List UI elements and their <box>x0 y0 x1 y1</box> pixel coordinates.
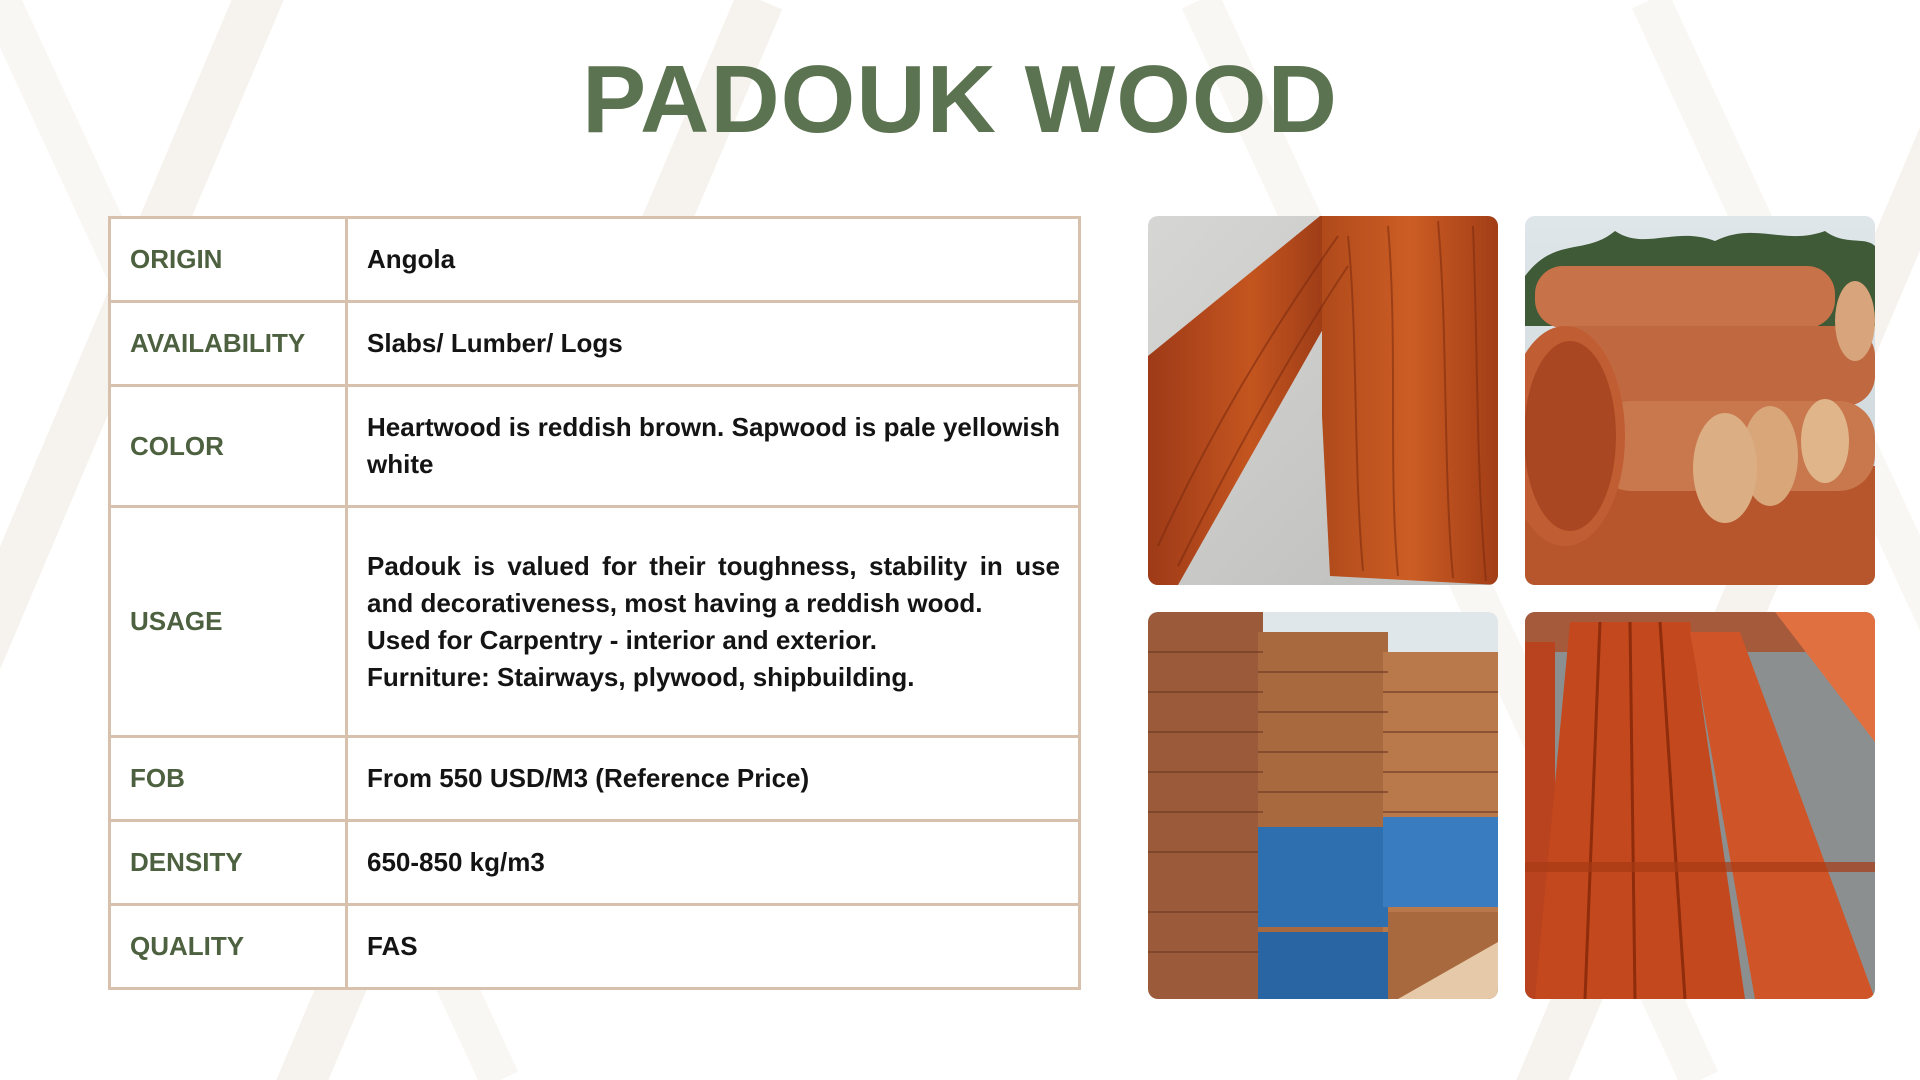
spec-value <box>347 821 1080 905</box>
spec-row-color <box>110 386 1080 507</box>
spec-label: DENSITY <box>110 821 347 905</box>
spec-value <box>347 507 1080 737</box>
spec-value-line: Furniture: Stairways, plywood, shipbuilding. <box>367 661 915 692</box>
spec-row-quality <box>110 905 1080 989</box>
spec-value <box>347 905 1080 989</box>
spec-value-line: Slabs/ Lumber/ Logs <box>367 328 623 358</box>
spec-value <box>347 386 1080 507</box>
photo-padouk-beams <box>1525 612 1875 999</box>
spec-value-line: From 550 USD/M3 (Reference Price) <box>367 763 810 793</box>
spec-value-line: Used for Carpentry - interior and exterior. <box>367 624 878 655</box>
spec-label: ORIGIN <box>110 218 347 302</box>
spec-value <box>347 218 1080 302</box>
spec-label: AVAILABILITY <box>110 302 347 386</box>
spec-label: FOB <box>110 737 347 821</box>
spec-row-origin <box>110 218 1080 302</box>
spec-row-availability <box>110 302 1080 386</box>
spec-table <box>108 216 1081 990</box>
spec-label: QUALITY <box>110 905 347 989</box>
spec-value-line: FAS <box>367 931 418 961</box>
page-title: PADOUK WOOD <box>582 46 1338 153</box>
spec-row-density <box>110 821 1080 905</box>
photo-padouk-lumber-stacks <box>1148 612 1498 999</box>
spec-label: USAGE <box>110 507 347 737</box>
spec-value-line: 650-850 kg/m3 <box>367 847 545 877</box>
spec-value-line: Heartwood is reddish brown. Sapwood is pale yellowish white <box>367 412 1060 479</box>
spec-label: COLOR <box>110 386 347 507</box>
spec-value <box>347 737 1080 821</box>
spec-row-usage <box>110 507 1080 737</box>
photo-padouk-boards <box>1148 216 1498 585</box>
spec-value-line: Padouk is valued for their toughness, stability in use and decorativeness, most having a reddish wood. <box>367 550 1060 618</box>
spec-row-fob <box>110 737 1080 821</box>
spec-value <box>347 302 1080 386</box>
photo-padouk-logs <box>1525 216 1875 585</box>
spec-value-line: Angola <box>367 244 456 274</box>
